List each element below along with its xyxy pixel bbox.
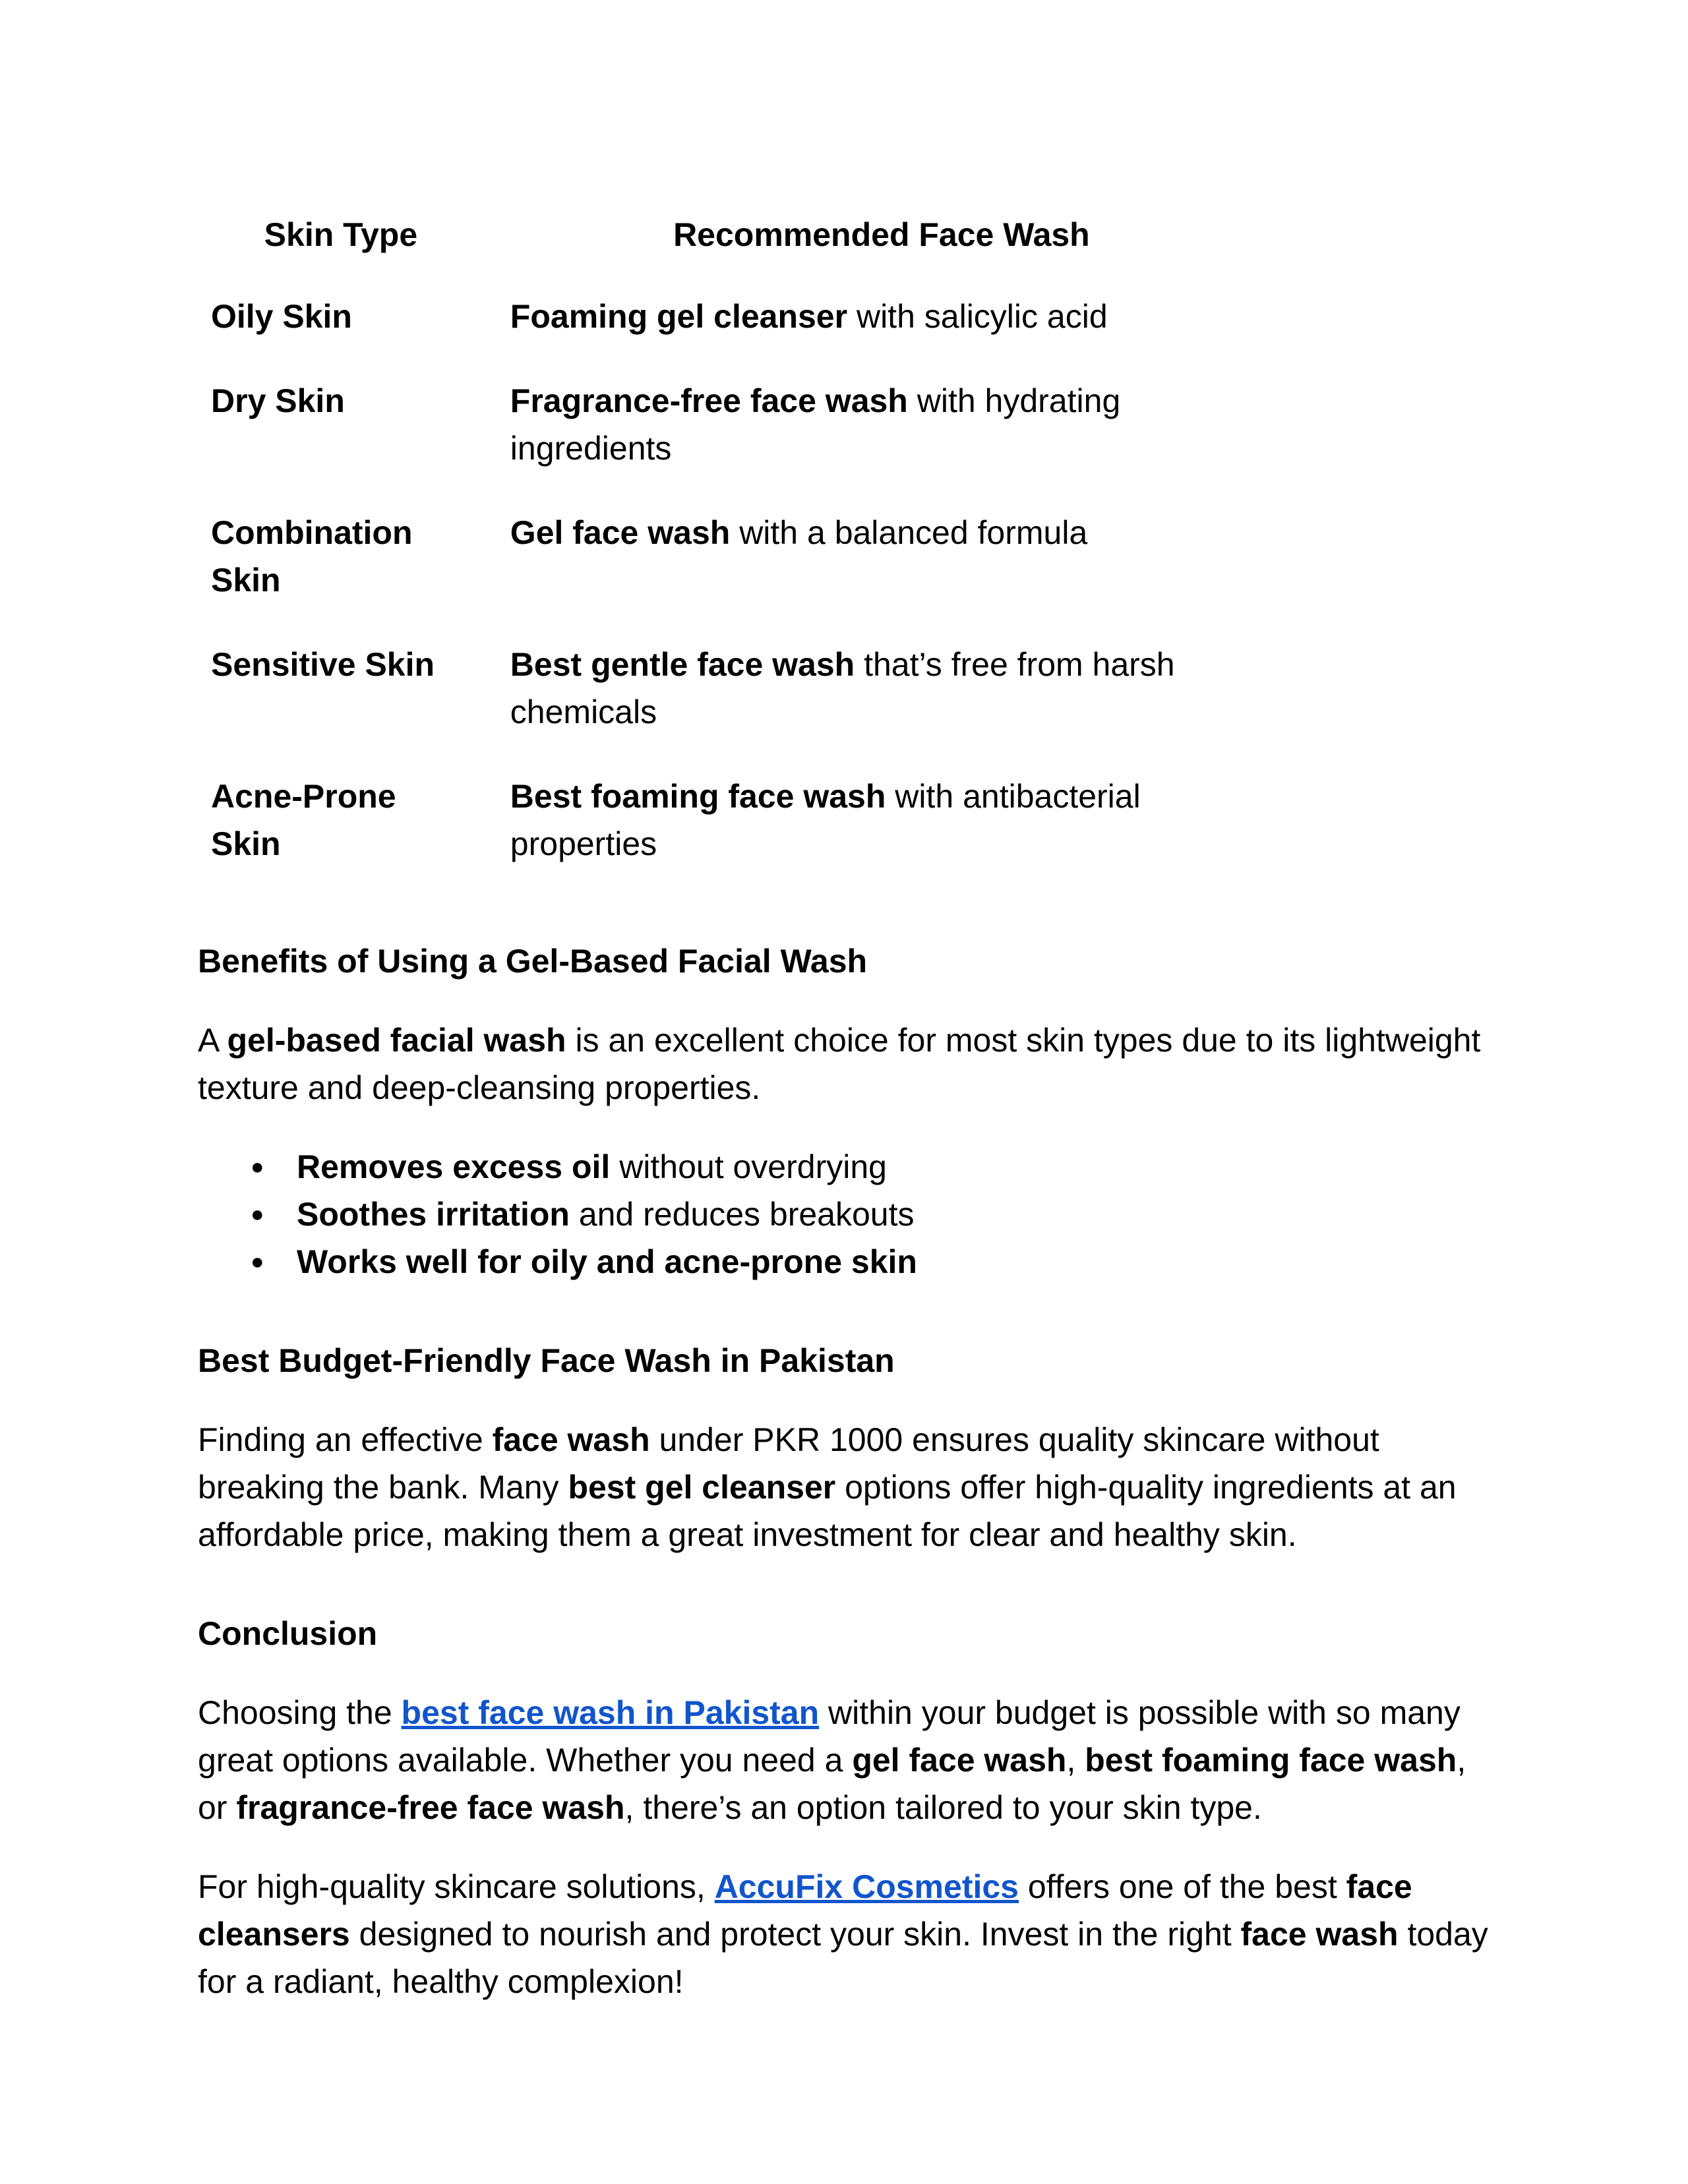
recommendation-text: with salicylic acid	[847, 298, 1108, 335]
bold-run: face wash	[492, 1421, 650, 1458]
budget-paragraph	[198, 1416, 1490, 1558]
benefits-intro	[198, 1017, 1490, 1111]
recommendation-bold: Best foaming face wash	[510, 778, 886, 815]
recommendation-text: with antibacterial properties	[510, 778, 1141, 862]
bold-run: fragrance-free face wash	[236, 1789, 625, 1826]
header-recommended-face-wash: Recommended Face Wash	[673, 216, 1090, 253]
text-run: , there’s an option tailored to your skin type.	[624, 1789, 1262, 1826]
recommendation-cell	[484, 622, 1266, 754]
text-run: designed to nourish and protect your skin. Invest in the right	[349, 1916, 1241, 1953]
list-item	[251, 1143, 1490, 1191]
list-item	[251, 1238, 1490, 1285]
conclusion-heading: Conclusion	[198, 1615, 378, 1652]
recommendation-bold: Fragrance-free face wash	[510, 382, 908, 419]
benefits-heading: Benefits of Using a Gel-Based Facial Wash	[198, 943, 868, 980]
recommendation-cell	[484, 490, 1266, 622]
skin-type-cell: Sensitive Skin	[211, 646, 435, 683]
conclusion-paragraph-1	[198, 1689, 1490, 1831]
list-item	[251, 1191, 1490, 1238]
skin-type-cell: Acne-Prone Skin	[211, 778, 396, 862]
text-run: Finding an effective	[198, 1421, 493, 1458]
table-row	[198, 622, 1266, 754]
text-run: For high-quality skincare solutions,	[198, 1868, 715, 1905]
bold-run: face cleansers	[198, 1868, 1412, 1953]
text-run: A	[198, 1022, 227, 1059]
bold-run: Removes excess oil	[297, 1148, 611, 1185]
recommendation-cell	[484, 359, 1266, 490]
table-row	[198, 490, 1266, 622]
text-run: and reduces breakouts	[569, 1196, 915, 1233]
skin-type-cell: Oily Skin	[211, 298, 352, 335]
bold-run: face wash	[1240, 1916, 1399, 1953]
bold-run: Soothes irritation	[297, 1196, 570, 1233]
table-header-row	[198, 191, 1266, 274]
table-row	[198, 754, 1266, 886]
bold-run: gel face wash	[852, 1742, 1067, 1779]
recommendation-text: with a balanced formula	[730, 514, 1088, 551]
bold-run: best gel cleanser	[568, 1469, 836, 1506]
table-row	[198, 274, 1266, 359]
bold-run: Works well for oily and acne-prone skin	[297, 1243, 917, 1280]
recommendation-bold: Gel face wash	[510, 514, 731, 551]
text-run: ,	[1066, 1742, 1085, 1779]
recommendation-cell	[484, 274, 1266, 359]
conclusion-paragraph-2	[198, 1863, 1490, 2005]
accufix-cosmetics-link[interactable]: AccuFix Cosmetics	[714, 1868, 1019, 1905]
text-run: is an excellent choice for most skin types due to its lightweight texture and deep-cleansing properties.	[198, 1022, 1481, 1106]
skin-type-cell: Dry Skin	[211, 382, 345, 419]
header-skin-type: Skin Type	[264, 216, 418, 253]
benefits-list	[198, 1143, 1490, 1285]
table-row	[198, 359, 1266, 490]
text-run: within your budget is possible with so many great options available. Whether you need a	[198, 1694, 1461, 1779]
recommendation-bold: Best gentle face wash	[510, 646, 855, 683]
recommendation-bold: Foaming gel cleanser	[510, 298, 848, 335]
text-run: today for a radiant, healthy complexion!	[198, 1916, 1488, 2000]
text-run: under PKR 1000 ensures quality skincare without breaking the bank. Many	[198, 1421, 1379, 1506]
recommendation-text: with hydrating ingredients	[510, 382, 1121, 467]
budget-heading: Best Budget-Friendly Face Wash in Pakistan	[198, 1342, 895, 1379]
skin-type-cell: Combination Skin	[211, 514, 413, 599]
skin-type-table	[198, 191, 1266, 886]
text-run: Choosing the	[198, 1694, 402, 1731]
best-face-wash-link[interactable]: best face wash in Pakistan	[401, 1694, 820, 1731]
recommendation-cell	[484, 754, 1266, 886]
text-run: , or	[198, 1742, 1466, 1826]
bold-run: gel-based facial wash	[227, 1022, 566, 1059]
text-run: offers one of the best	[1018, 1868, 1346, 1905]
bold-run: best foaming face wash	[1085, 1742, 1457, 1779]
text-run: without overdrying	[610, 1148, 887, 1185]
recommendation-text: that’s free from harsh chemicals	[510, 646, 1175, 730]
document-content	[198, 191, 1490, 2005]
text-run: options offer high-quality ingredients at an affordable price, making them a great investment for clear and healthy skin.	[198, 1469, 1457, 1553]
